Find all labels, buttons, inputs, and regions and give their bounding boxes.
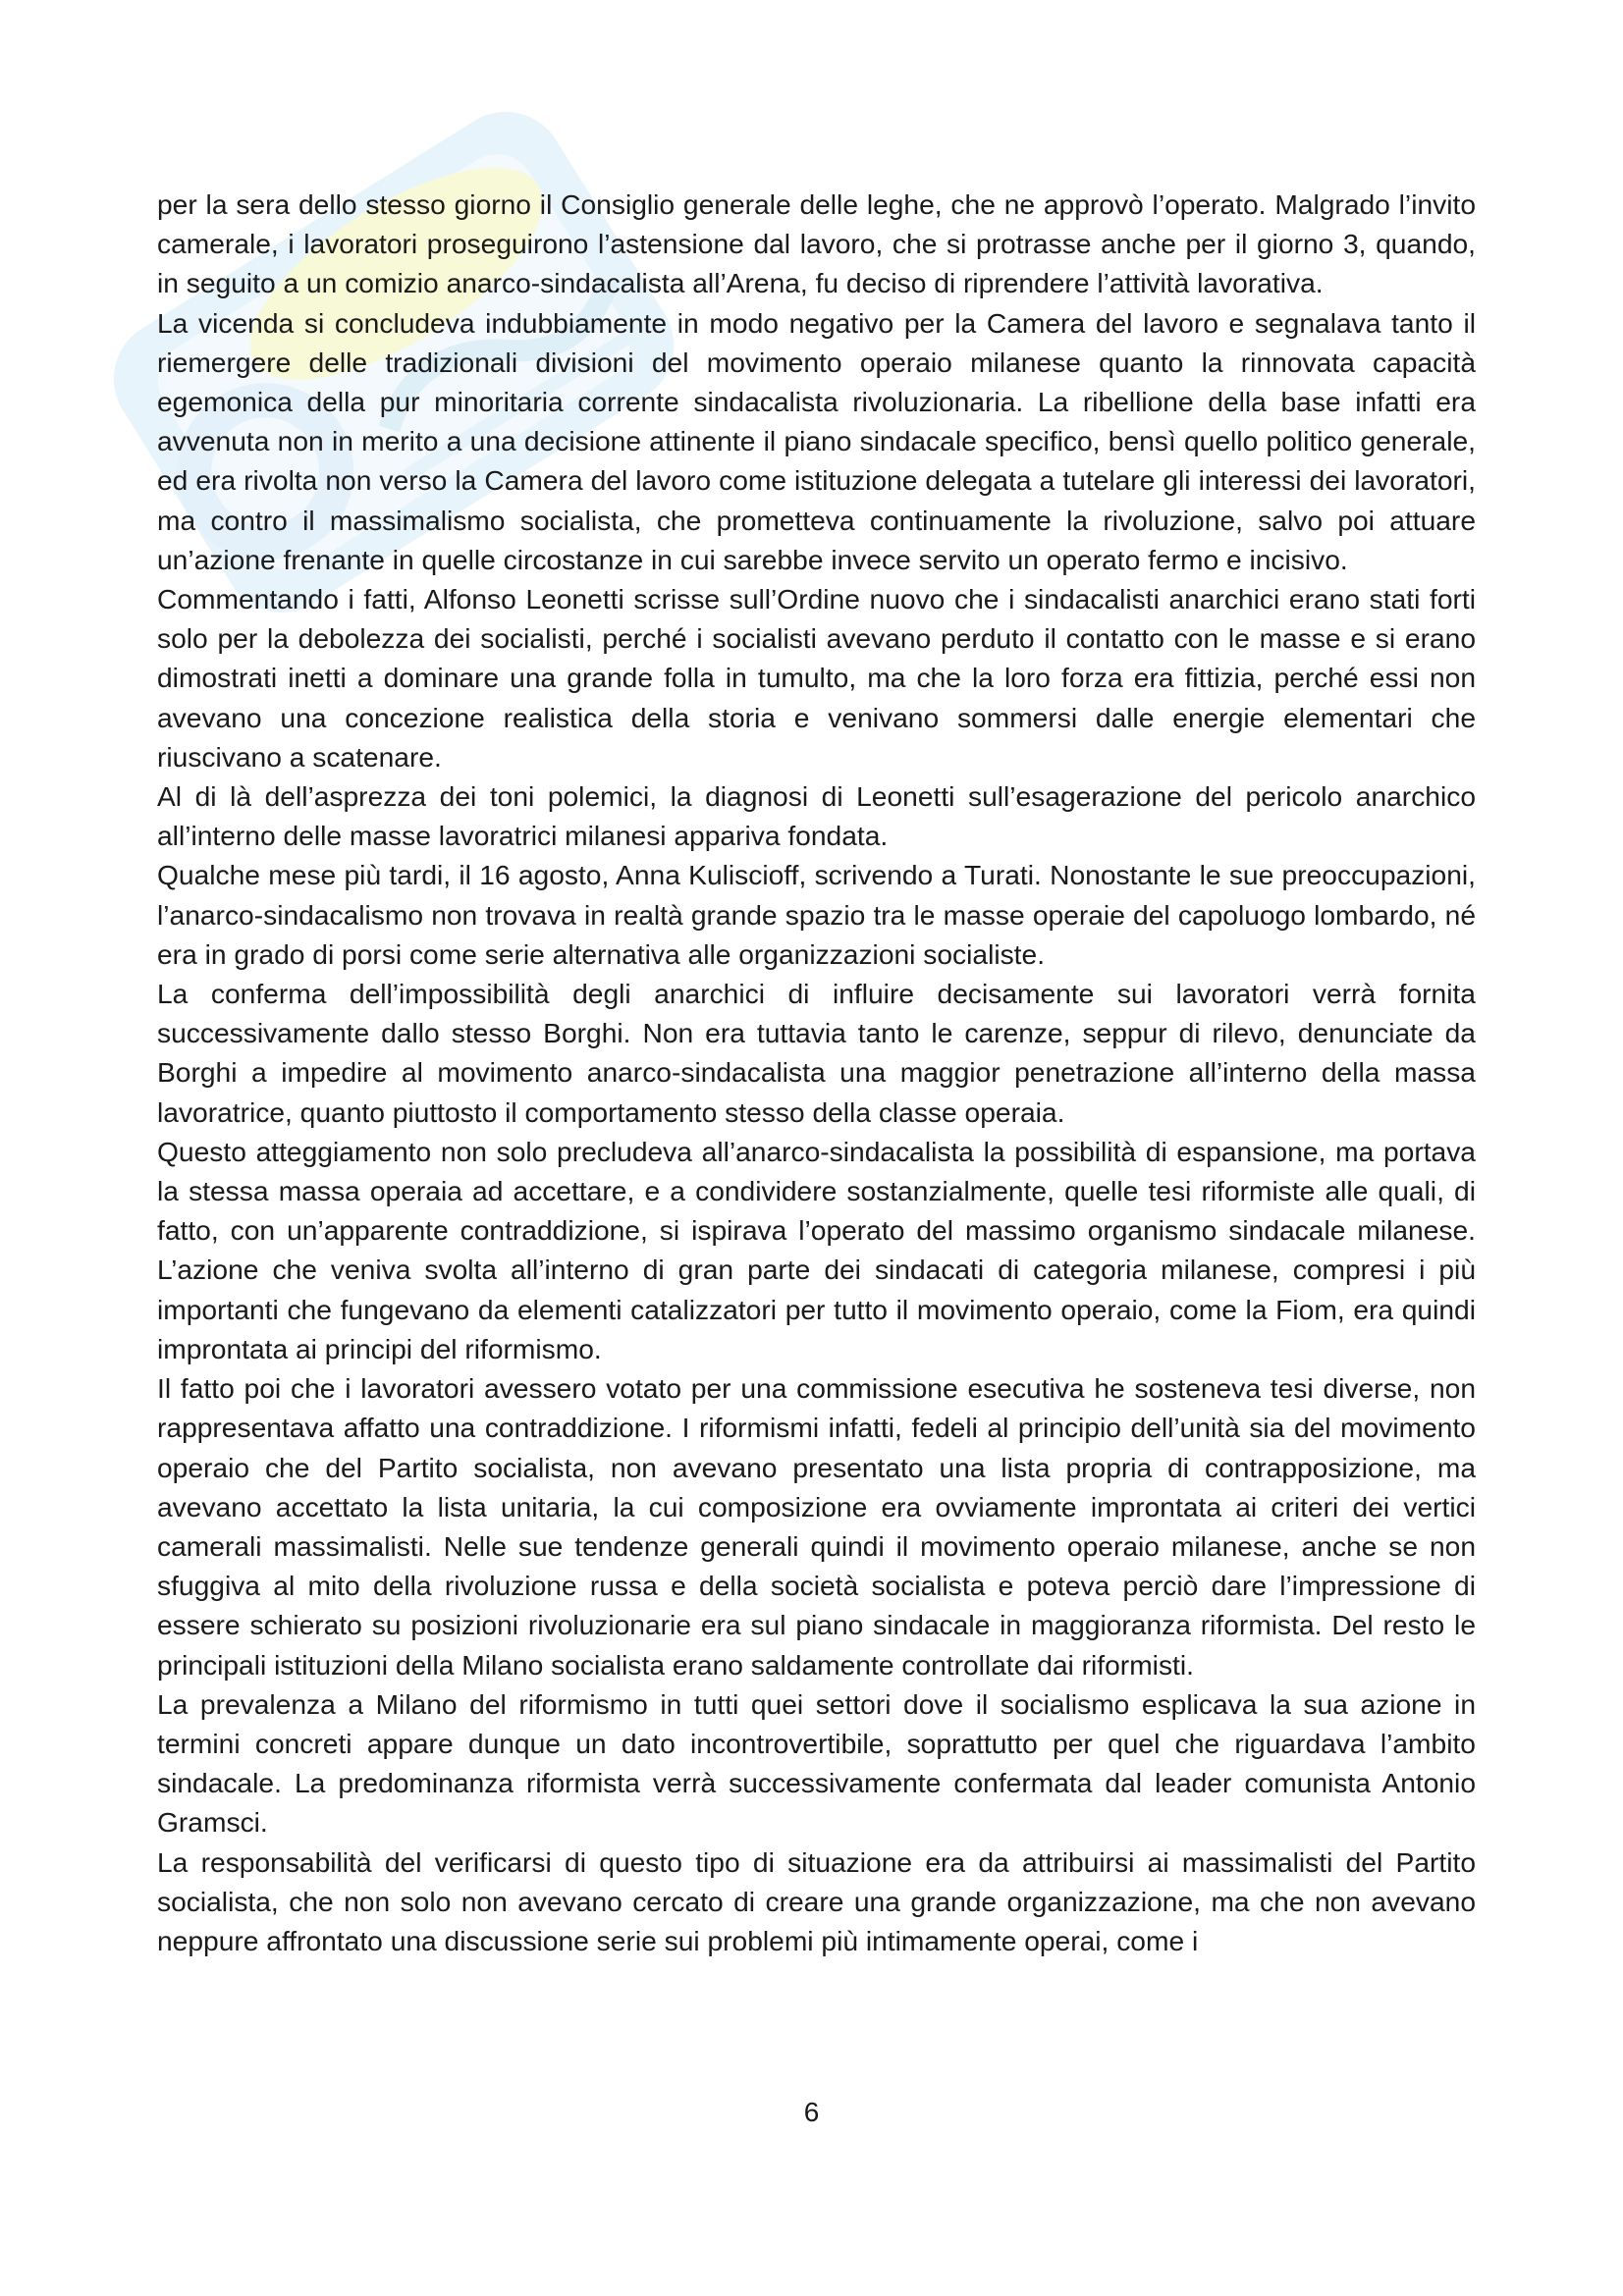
paragraph: per la sera dello stesso giorno il Consiglio generale delle leghe, che ne approvò l’operato. Malgrado l’invito camerale, i lavoratori proseguirono l’astensione dal lavoro, che si protrasse anche per il giorno 3, quando, in seguito a un comizio anarco-sindacalista all’Arena, fu deciso di riprendere l’attività lavorativa. [157, 188, 1476, 299]
paragraph: Commentando i fatti, Alfonso Leonetti scrisse sull’Ordine nuovo che i sindacalisti anarchici erano stati forti solo per la debolezza dei socialisti, perché i socialisti avevano perduto il contatto con le masse e si erano dimostrati inetti a dominare una grande folla in tumulto, ma che la loro forza era fittizia, perché essi non avevano una concezione realistica della storia e venivano sommersi dalle energie elementari che riuscivano a scatenare. [157, 583, 1476, 773]
paragraph: La vicenda si concludeva indubbiamente in modo negativo per la Camera del lavoro e segnalava tanto il riemergere delle tradizionali divisioni del movimento operaio milanese quanto la rinnovata capacità egemonica della pur minoritaria corrente sindacalista rivoluzionaria. La ribellione della base infatti era avvenuta non in merito a una decisione attinente il piano sindacale specifico, bensì quello politico generale, ed era rivolta non verso la Camera del lavoro come istituzione delegata a tutelare gli interessi dei lavoratori, ma contro il massimalismo socialista, che prometteva continuamente la rivoluzione, salvo poi attuare un’azione frenante in quelle circostanze in cui sarebbe invece servito un operato fermo e incisivo. [157, 306, 1476, 575]
paragraph: La responsabilità del verificarsi di questo tipo di situazione era da attribuirsi ai massimalisti del Partito socialista, che non solo non avevano cercato di creare una grande organizzazione, ma che non avevano neppure affrontato una discussione serie sui problemi più intimamente operai, come i [157, 1845, 1476, 1956]
document-body [157, 185, 1476, 1960]
page-number: 6 [803, 2097, 820, 2127]
paragraph: La conferma dell’impossibilità degli anarchici di influire decisamente sui lavoratori verrà fornita successivamente dallo stesso Borghi. Non era tuttavia tanto le carenze, seppur di rilevo, denunciate da Borghi a impedire al movimento anarco-sindacalista una maggior penetrazione all’interno della massa lavoratrice, quanto piuttosto il comportamento stesso della classe operaia. [157, 978, 1476, 1128]
paragraph: Questo atteggiamento non solo precludeva all’anarco-sindacalista la possibilità di espansione, ma portava la stessa massa operaia ad accettare, e a condividere sostanzialmente, quelle tesi riformiste alle quali, di fatto, con un’apparente contraddizione, si ispirava l’operato del massimo organismo sindacale milanese. L’azione che veniva svolta all’interno di gran parte dei sindacati di categoria milanese, compresi i più importanti che fungevano da elementi catalizzatori per tutto il movimento operaio, come la Fiom, era quindi improntata ai principi del riformismo. [157, 1135, 1476, 1364]
paragraph: Qualche mese più tardi, il 16 agosto, Anna Kuliscioff, scrivendo a Turati. Nonostante le sue preoccupazioni, l’anarco-sindacalismo non trovava in realtà grande spazio tra le masse operaie del capoluogo lombardo, né era in grado di porsi come serie alternativa alle organizzazioni socialiste. [157, 859, 1476, 970]
paragraph: La prevalenza a Milano del riformismo in tutti quei settori dove il socialismo esplicava la sua azione in termini concreti appare dunque un dato incontrovertibile, soprattutto per quel che riguardava l’ambito sindacale. La predominanza riformista verrà successivamente confermata dal leader comunista Antonio Gramsci. [157, 1687, 1476, 1839]
paragraph: Il fatto poi che i lavoratori avessero votato per una commissione esecutiva he sosteneva tesi diverse, non rappresentava affatto una contraddizione. I riformismi infatti, fedeli al principio dell’unità sia del movimento operaio che del Partito socialista, non avevano presentato una lista propria di contrapposizione, ma avevano accettato la lista unitaria, la cui composizione era ovviamente improntata ai criteri dei vertici camerali massimalisti. Nelle sue tendenze generali quindi il movimento operaio milanese, anche se non sfuggiva al mito della rivoluzione russa e della società socialista e poteva perciò dare l’impressione di essere schierato su posizioni rivoluzionarie era sul piano sindacale in maggioranza riformista. Del resto le principali istituzioni della Milano socialista erano saldamente controllate dai riformisti. [157, 1372, 1476, 1681]
paragraph: Al di là dell’asprezza dei toni polemici, la diagnosi di Leonetti sull’esagerazione del pericolo anarchico all’interno delle masse lavoratrici milanesi appariva fondata. [157, 780, 1476, 852]
